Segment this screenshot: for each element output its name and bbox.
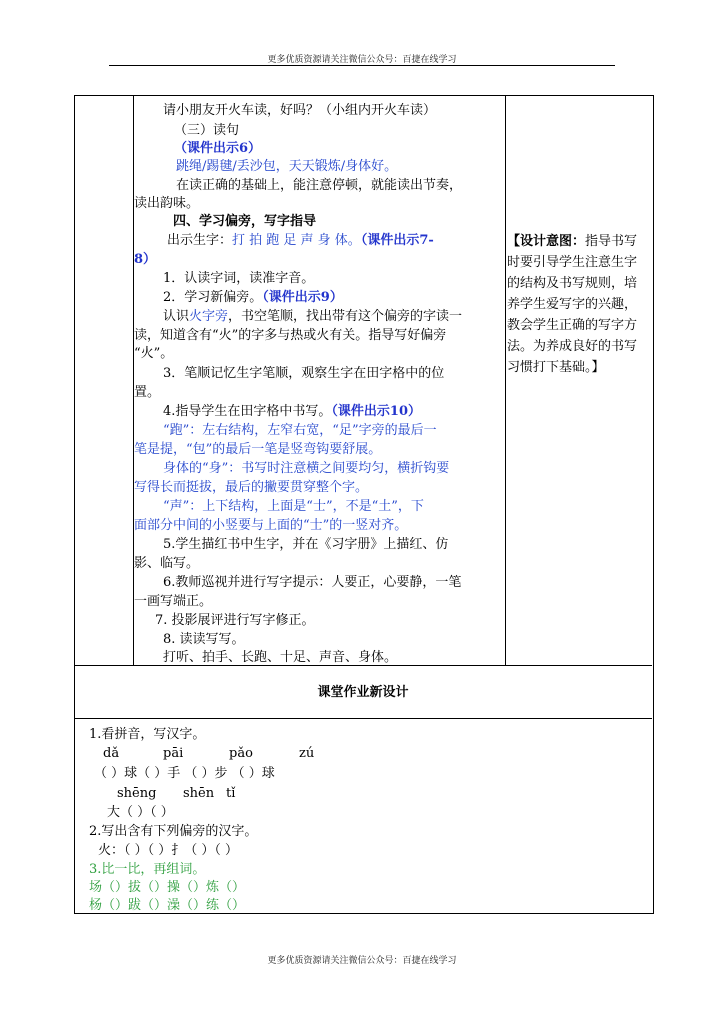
text-line: 7. 投影展评进行写字修正。: [155, 613, 315, 628]
text-line: [167, 233, 434, 249]
text-line: [163, 290, 343, 306]
new-characters: 打 拍 跑 足 声 身 体。: [232, 233, 361, 248]
answer-row: 火：（ ）（ ）扌（ ）（ ）: [98, 843, 239, 858]
page-header: 更多优质资源请关注微信公众号：百捷在线学习: [267, 55, 457, 65]
text-line: 笔是提，“包”的最后一笔是竖弯钩要舒展。: [134, 442, 382, 457]
design-intent-line: 法。为养成良好的书写: [507, 339, 638, 354]
answer-row: 杨（）跋（）澡（）练（）: [89, 898, 246, 913]
text-line: 在读正确的基础上，能注意停顿，就能读出节奏，: [176, 178, 463, 193]
text-line: “声”：上下结构，上面是“士”，不是“土”，下: [163, 499, 424, 514]
text-line: 读，知道含有“火”的字多与热或火有关。指导写好偏旁: [134, 328, 447, 343]
pinyin: dǎ: [103, 746, 120, 761]
radical-name: 火字旁: [189, 309, 229, 324]
design-intent-line: 的结构及书写规则，培: [507, 276, 638, 291]
pinyin: shēng: [117, 786, 157, 801]
text-span: 4.指导学生在田字格中书写。: [163, 404, 332, 419]
text-line: 6.教师巡视并进行写字提示：人要正，心要静，一笔: [163, 575, 462, 590]
question-1: 1.看拼音，写汉字。: [89, 727, 206, 742]
text-line: [163, 404, 421, 420]
text-line: 影、临写。: [134, 556, 200, 571]
text-span: 出示生字：: [167, 233, 233, 248]
text-line: 打听、拍手、长跑、十足、声音、身体。: [163, 650, 398, 665]
column-divider-right: [505, 95, 506, 665]
courseware-note: （课件出示6）: [174, 141, 262, 156]
text-line: “跑”：左右结构，左窄右宽，“足”字旁的最后一: [163, 423, 437, 438]
design-intent-line: [507, 231, 637, 252]
text-line: 一画写端正。: [134, 594, 213, 609]
text-line: 置。: [134, 385, 161, 400]
text-span: 认识: [163, 309, 190, 324]
pinyin: shēn: [183, 786, 215, 801]
text-line: 面部分中间的小竖要与上面的“士”的一竖对齐。: [134, 518, 408, 533]
homework-title: 课堂作业新设计: [317, 685, 409, 700]
text-span: 2．学习新偏旁。: [163, 290, 263, 305]
text-line: 8. 读读写写。: [163, 632, 245, 647]
text-line: 5.学生描红书中生字，并在《习字册》上描红、仿: [163, 537, 449, 552]
text-line: [163, 309, 462, 325]
page-footer: 更多优质资源请关注微信公众号：百捷在线学习: [267, 956, 457, 966]
answer-row: （ ）球（ ）手 （ ）步 （ ）球: [94, 766, 275, 781]
pinyin: pāi: [163, 746, 184, 761]
row-divider: [74, 718, 652, 719]
answer-row: 场（）拔（）操（）炼（）: [89, 880, 246, 895]
courseware-note: （课件出示9）: [262, 290, 343, 305]
design-intent-line: 习惯打下基础。】: [507, 360, 605, 375]
question-2: 2.写出含有下列偏旁的汉字。: [89, 824, 258, 839]
pinyin: tǐ: [226, 786, 236, 801]
courseware-note: （课件出示7-: [360, 233, 434, 248]
text-line: 身体的“身”：书写时注意横之间要均匀，横折钩要: [163, 461, 450, 476]
text-line: 1．认读字词，读准字音。: [163, 271, 315, 286]
text-line: 写得长而挺拔，最后的撇要贯穿整个字。: [134, 480, 369, 495]
text-line: 3．笔顺记忆生字笔顺，观察生字在田字格中的位: [163, 366, 445, 381]
pinyin: pǎo: [229, 746, 253, 761]
text-line: “火”。: [134, 346, 174, 361]
design-intent-line: 时要引导学生注意生字: [507, 255, 638, 270]
text-span: ，书空笔顺，找出带有这个偏旁的字读一: [228, 309, 463, 324]
text-line: 读出韵味。: [134, 196, 200, 211]
pinyin: zú: [299, 746, 315, 761]
text-span: 指导书写: [585, 234, 638, 249]
courseware-note: 8）: [134, 252, 157, 267]
design-intent-line: 养学生爱写字的兴趣，: [507, 297, 638, 312]
courseware-note: （课件出示10）: [331, 404, 421, 419]
section-heading: 四、学习偏旁，写字指导: [173, 214, 317, 229]
section-heading: （三）读句: [174, 123, 240, 138]
question-3: 3.比一比，再组词。: [89, 862, 206, 877]
answer-row: 大（ ）（ ）: [107, 805, 174, 820]
design-intent-label: 【设计意图：: [507, 234, 586, 249]
header-rule: [109, 65, 615, 66]
design-intent-line: 教会学生正确的写字方: [507, 318, 638, 333]
text-line: 请小朋友开火车读，好吗？（小组内开火车读）: [163, 103, 437, 118]
text-line: 跳绳/踢毽/丢沙包，天天锻炼/身体好。: [176, 159, 398, 174]
column-divider-left: [133, 95, 134, 665]
